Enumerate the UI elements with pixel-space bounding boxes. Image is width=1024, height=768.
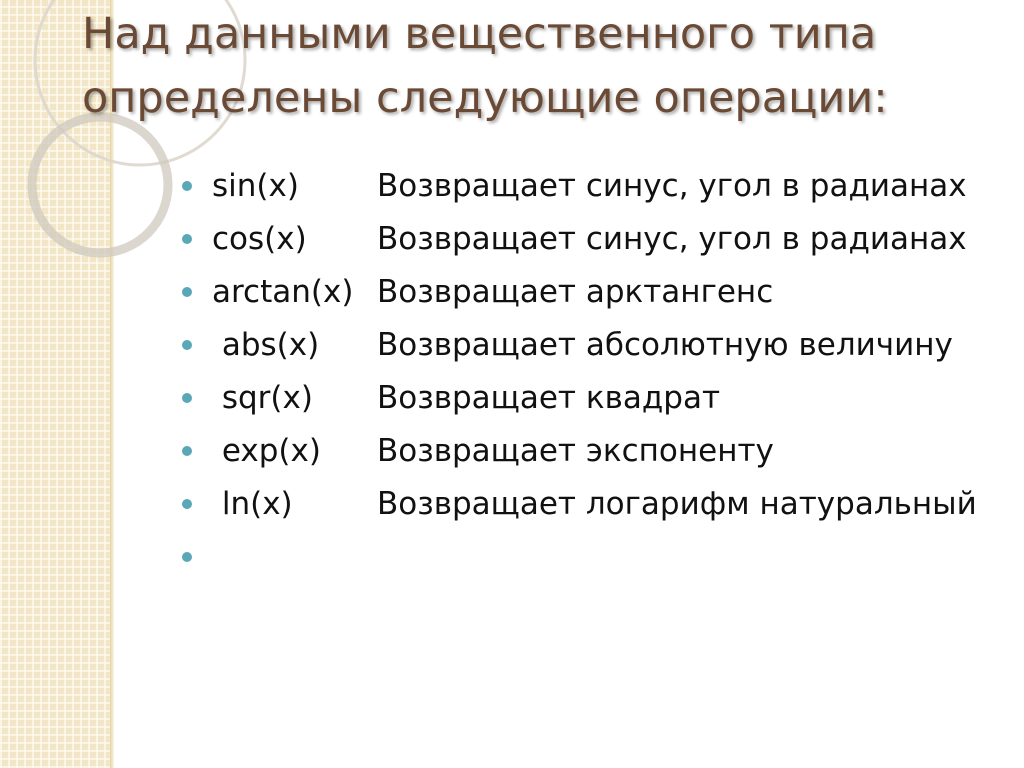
function-name: sin(x) — [212, 168, 299, 204]
list-item — [182, 376, 982, 421]
function-name: sqr(x) — [212, 380, 313, 416]
list-item-empty — [182, 535, 982, 580]
function-description: Возвращает синус, угол в радианах — [377, 221, 967, 257]
bullet-icon — [182, 552, 192, 562]
list-item — [182, 482, 982, 527]
list-item — [182, 323, 982, 368]
function-name: arctan(x) — [212, 274, 354, 310]
function-description: Возвращает экспоненту — [377, 433, 774, 469]
bullet-icon — [182, 287, 192, 297]
bullet-icon — [182, 340, 192, 350]
function-description: Возвращает квадрат — [377, 380, 720, 416]
list-item — [182, 164, 982, 209]
slide-title: Над данными вещественного типа определены следующие операции: — [82, 9, 888, 123]
function-name: exp(x) — [212, 433, 321, 469]
list-item — [182, 217, 982, 262]
bullet-icon — [182, 393, 192, 403]
function-description: Возвращает логарифм натуральный — [377, 486, 977, 522]
function-name: abs(x) — [212, 327, 320, 363]
bullet-icon — [182, 234, 192, 244]
operations-list — [182, 164, 982, 588]
bullet-icon — [182, 446, 192, 456]
function-description: Возвращает арктангенс — [377, 274, 774, 310]
bullet-icon — [182, 499, 192, 509]
function-name: ln(x) — [212, 486, 293, 522]
list-item — [182, 270, 982, 315]
function-name: cos(x) — [212, 221, 307, 257]
list-item — [182, 429, 982, 474]
function-description: Возвращает синус, угол в радианах — [377, 168, 967, 204]
bullet-icon — [182, 181, 192, 191]
function-description: Возвращает абсолютную величину — [377, 327, 953, 363]
